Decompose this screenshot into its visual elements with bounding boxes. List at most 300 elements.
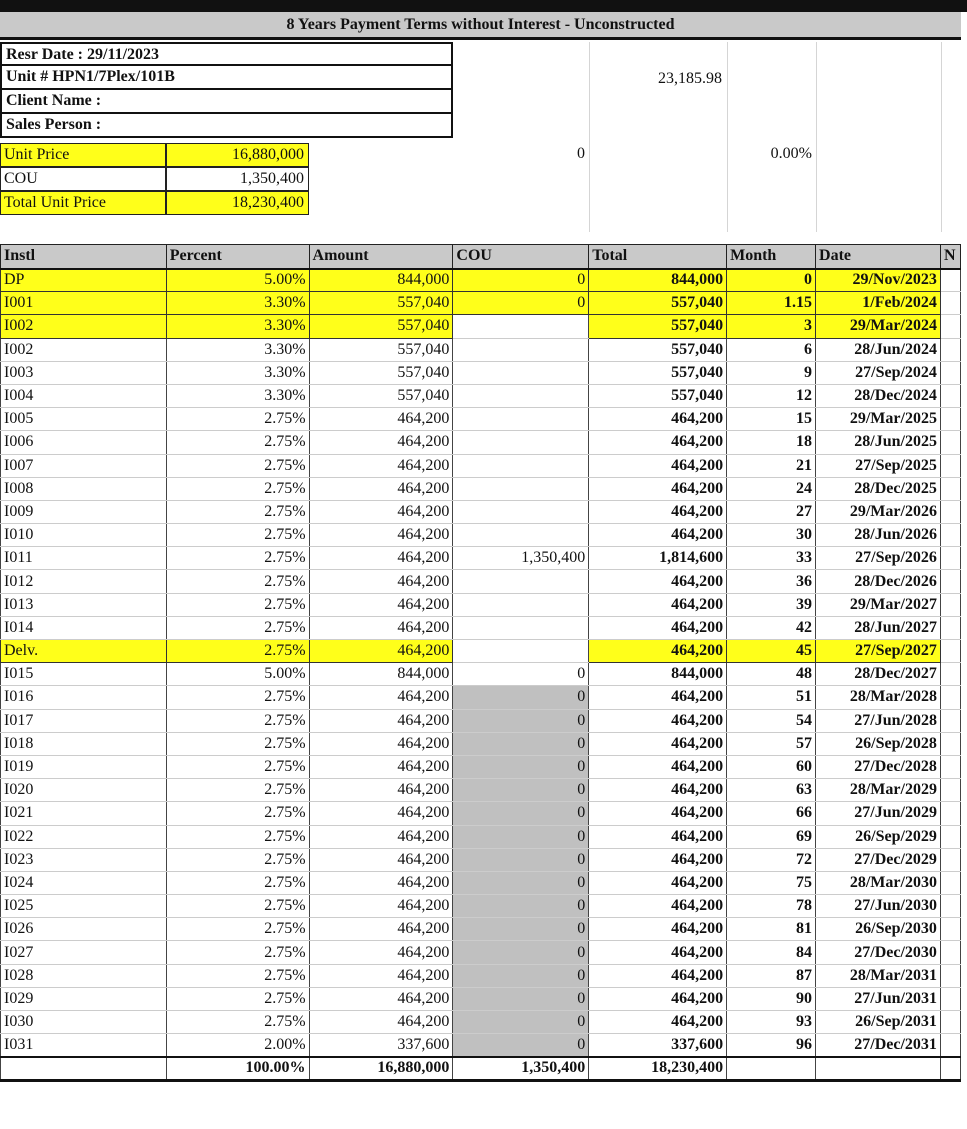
table-row (1, 848, 961, 871)
table-row (1, 384, 961, 407)
date-cell: 29/Mar/2026 (816, 500, 941, 523)
instl-cell: DP (1, 269, 167, 292)
n-cell (940, 779, 960, 802)
n-cell (940, 871, 960, 894)
instl-cell: I003 (1, 361, 167, 384)
cou-label: COU (0, 167, 166, 191)
date-cell: 27/Dec/2028 (816, 755, 941, 778)
cou-cell (453, 570, 589, 593)
date-cell: 27/Sep/2025 (816, 454, 941, 477)
total-cell: 464,200 (589, 477, 727, 500)
date-cell: 27/Jun/2028 (816, 709, 941, 732)
month-cell: 15 (727, 408, 816, 431)
cou-cell: 0 (453, 825, 589, 848)
month-cell: 18 (727, 431, 816, 454)
table-row (1, 918, 961, 941)
month-cell: 90 (727, 987, 816, 1010)
table-row (1, 802, 961, 825)
table-row (1, 755, 961, 778)
percent-cell: 2.75% (166, 987, 309, 1010)
percent-cell: 2.75% (166, 871, 309, 894)
table-row (1, 1011, 961, 1034)
n-cell (940, 755, 960, 778)
table-row (1, 524, 961, 547)
percent-cell: 2.75% (166, 895, 309, 918)
total-cell: 844,000 (589, 269, 727, 292)
table-row (1, 779, 961, 802)
cou-cell: 0 (453, 292, 589, 315)
n-cell (940, 987, 960, 1010)
amount-cell: 464,200 (309, 616, 453, 639)
n-cell (940, 361, 960, 384)
total-cell: 464,200 (589, 941, 727, 964)
n-cell (940, 477, 960, 500)
month-cell: 57 (727, 732, 816, 755)
n-cell (940, 547, 960, 570)
percent-cell: 5.00% (166, 663, 309, 686)
date-cell: 28/Dec/2024 (816, 384, 941, 407)
unit-number: Unit # HPN1/7Plex/101B (0, 66, 453, 90)
n-cell (940, 941, 960, 964)
table-row (1, 709, 961, 732)
cou-cell: 0 (453, 1011, 589, 1034)
table-row (1, 431, 961, 454)
unit-price-label: Unit Price (0, 143, 166, 167)
total-cell: 464,200 (589, 454, 727, 477)
n-cell (940, 570, 960, 593)
instl-cell: I016 (1, 686, 167, 709)
cou-cell: 0 (453, 709, 589, 732)
percent-cell: 5.00% (166, 269, 309, 292)
date-cell: 27/Dec/2031 (816, 1034, 941, 1057)
percent-cell: 2.75% (166, 779, 309, 802)
cou-cell (453, 408, 589, 431)
cou-cell: 0 (453, 686, 589, 709)
date-cell: 29/Nov/2023 (816, 269, 941, 292)
amount-cell: 464,200 (309, 1011, 453, 1034)
amount-cell: 464,200 (309, 941, 453, 964)
month-cell: 75 (727, 871, 816, 894)
date-cell: 27/Sep/2026 (816, 547, 941, 570)
cou-cell (453, 524, 589, 547)
amount-cell: 464,200 (309, 500, 453, 523)
cou-cell (453, 593, 589, 616)
n-cell (940, 292, 960, 315)
percent-cell: 2.75% (166, 848, 309, 871)
n-cell (940, 732, 960, 755)
total-total: 18,230,400 (589, 1057, 727, 1080)
amount-cell: 464,200 (309, 732, 453, 755)
date-cell: 28/Jun/2024 (816, 338, 941, 361)
amount-cell: 464,200 (309, 802, 453, 825)
table-row (1, 964, 961, 987)
n-cell (940, 454, 960, 477)
header-month: Month (727, 245, 816, 269)
date-cell: 26/Sep/2028 (816, 732, 941, 755)
n-cell (940, 709, 960, 732)
total-cell: 557,040 (589, 292, 727, 315)
percent-cell: 2.75% (166, 524, 309, 547)
total-cell: 464,200 (589, 408, 727, 431)
date-cell: 28/Dec/2025 (816, 477, 941, 500)
table-row (1, 663, 961, 686)
instl-cell: I028 (1, 964, 167, 987)
instl-cell: I007 (1, 454, 167, 477)
table-header-row (1, 245, 961, 269)
table-row (1, 732, 961, 755)
totals-row (1, 1057, 961, 1080)
percent-cell: 2.75% (166, 709, 309, 732)
month-cell: 30 (727, 524, 816, 547)
instl-cell: I009 (1, 500, 167, 523)
table-row (1, 315, 961, 338)
cou-cell: 0 (453, 269, 589, 292)
instl-cell: I005 (1, 408, 167, 431)
cou-cell (453, 338, 589, 361)
cou-cell (453, 315, 589, 338)
month-cell: 78 (727, 895, 816, 918)
instl-cell: I017 (1, 709, 167, 732)
cou-cell: 0 (453, 779, 589, 802)
percent-cell: 2.75% (166, 918, 309, 941)
amount-cell: 464,200 (309, 895, 453, 918)
instl-cell: I010 (1, 524, 167, 547)
amount-cell: 464,200 (309, 524, 453, 547)
date-cell: 27/Jun/2030 (816, 895, 941, 918)
n-cell (940, 338, 960, 361)
table-row (1, 477, 961, 500)
total-amount: 16,880,000 (309, 1057, 453, 1080)
month-cell: 87 (727, 964, 816, 987)
date-cell: 28/Mar/2031 (816, 964, 941, 987)
month-cell: 24 (727, 477, 816, 500)
payment-schedule-table (0, 244, 961, 1082)
percent-cell: 2.00% (166, 1034, 309, 1057)
instl-cell: I002 (1, 338, 167, 361)
percent-cell: 2.75% (166, 755, 309, 778)
percent-cell: 2.75% (166, 616, 309, 639)
date-cell: 27/Jun/2029 (816, 802, 941, 825)
percent-cell: 2.75% (166, 732, 309, 755)
cou-cell: 0 (453, 987, 589, 1010)
total-cell: 464,200 (589, 431, 727, 454)
instl-cell: Delv. (1, 640, 167, 663)
table-row (1, 408, 961, 431)
date-cell: 28/Dec/2027 (816, 663, 941, 686)
total-percent: 100.00% (166, 1057, 309, 1080)
total-cell: 844,000 (589, 663, 727, 686)
percent-cell: 2.75% (166, 825, 309, 848)
instl-cell: I004 (1, 384, 167, 407)
cou-cell: 1,350,400 (453, 547, 589, 570)
date-cell: 28/Dec/2026 (816, 570, 941, 593)
header-n: N (940, 245, 960, 269)
n-cell (940, 431, 960, 454)
date-cell: 28/Mar/2029 (816, 779, 941, 802)
header-percent: Percent (166, 245, 309, 269)
grid-line (941, 42, 942, 232)
month-cell: 36 (727, 570, 816, 593)
amount-cell: 464,200 (309, 408, 453, 431)
amount-cell: 557,040 (309, 338, 453, 361)
month-cell: 63 (727, 779, 816, 802)
n-cell (940, 408, 960, 431)
n-cell (940, 686, 960, 709)
cou-cell: 0 (453, 732, 589, 755)
percent-cell: 2.75% (166, 941, 309, 964)
instl-cell: I012 (1, 570, 167, 593)
instl-cell: I020 (1, 779, 167, 802)
total-cell: 464,200 (589, 848, 727, 871)
top-border (0, 0, 967, 12)
percent-cell: 2.75% (166, 964, 309, 987)
percent-cell: 2.75% (166, 802, 309, 825)
total-cell: 464,200 (589, 500, 727, 523)
percent-cell: 2.75% (166, 1011, 309, 1034)
amount-cell: 464,200 (309, 709, 453, 732)
cou-value: 1,350,400 (166, 167, 309, 191)
amount-cell: 464,200 (309, 431, 453, 454)
total-cell: 464,200 (589, 871, 727, 894)
table-row (1, 871, 961, 894)
amount-cell: 464,200 (309, 848, 453, 871)
table-row (1, 570, 961, 593)
amount-cell: 464,200 (309, 477, 453, 500)
date-cell: 26/Sep/2029 (816, 825, 941, 848)
total-cell: 464,200 (589, 593, 727, 616)
amount-cell: 557,040 (309, 315, 453, 338)
n-cell (940, 593, 960, 616)
date-cell: 28/Mar/2030 (816, 871, 941, 894)
table-row (1, 686, 961, 709)
table-row (1, 1034, 961, 1057)
total-cell: 464,200 (589, 616, 727, 639)
month-cell: 3 (727, 315, 816, 338)
sales-person: Sales Person : (0, 114, 453, 138)
n-cell (940, 269, 960, 292)
date-cell: 29/Mar/2027 (816, 593, 941, 616)
month-cell: 96 (727, 1034, 816, 1057)
total-cell: 464,200 (589, 825, 727, 848)
instl-cell: I014 (1, 616, 167, 639)
month-cell: 84 (727, 941, 816, 964)
table-row (1, 361, 961, 384)
amount-cell: 557,040 (309, 361, 453, 384)
total-unit-price-label: Total Unit Price (0, 191, 166, 215)
amount-cell: 464,200 (309, 825, 453, 848)
amount-cell: 464,200 (309, 570, 453, 593)
n-cell (940, 663, 960, 686)
sheet-title: 8 Years Payment Terms without Interest - Unconstructed (286, 16, 675, 33)
instl-cell: I021 (1, 802, 167, 825)
table-row (1, 825, 961, 848)
total-cell: 464,200 (589, 987, 727, 1010)
amount-cell: 557,040 (309, 292, 453, 315)
amount-cell: 464,200 (309, 454, 453, 477)
instl-cell: I025 (1, 895, 167, 918)
n-cell (940, 918, 960, 941)
total-cell: 464,200 (589, 732, 727, 755)
percent-cell: 2.75% (166, 593, 309, 616)
cou-cell: 0 (453, 663, 589, 686)
instl-cell: I026 (1, 918, 167, 941)
amount-cell: 557,040 (309, 384, 453, 407)
month-cell: 33 (727, 547, 816, 570)
percent-cell: 2.75% (166, 408, 309, 431)
cou-cell: 0 (453, 871, 589, 894)
total-cell: 464,200 (589, 686, 727, 709)
n-cell (940, 1034, 960, 1057)
percent-cell: 2.75% (166, 454, 309, 477)
total-cell: 464,200 (589, 895, 727, 918)
total-cell: 464,200 (589, 570, 727, 593)
instl-cell: I022 (1, 825, 167, 848)
n-cell (940, 500, 960, 523)
total-cell: 464,200 (589, 779, 727, 802)
cou-cell: 0 (453, 964, 589, 987)
month-cell: 42 (727, 616, 816, 639)
reservation-date: Resr Date : 29/11/2023 (0, 42, 453, 66)
instl-cell: I027 (1, 941, 167, 964)
month-cell: 54 (727, 709, 816, 732)
table-row (1, 616, 961, 639)
total-cell: 464,200 (589, 640, 727, 663)
total-cell: 557,040 (589, 338, 727, 361)
n-cell (940, 524, 960, 547)
amount-cell: 464,200 (309, 964, 453, 987)
instl-cell: I001 (1, 292, 167, 315)
total-cell: 464,200 (589, 709, 727, 732)
month-cell: 27 (727, 500, 816, 523)
amount-cell: 464,200 (309, 640, 453, 663)
amount-cell: 464,200 (309, 686, 453, 709)
month-cell: 69 (727, 825, 816, 848)
amount-cell: 464,200 (309, 755, 453, 778)
month-cell: 66 (727, 802, 816, 825)
total-cou: 1,350,400 (453, 1057, 589, 1080)
n-cell (940, 1011, 960, 1034)
cou-cell (453, 616, 589, 639)
total-cell: 464,200 (589, 918, 727, 941)
total-cell: 464,200 (589, 1011, 727, 1034)
percent-cell: 2.75% (166, 640, 309, 663)
date-cell: 28/Mar/2028 (816, 686, 941, 709)
date-cell: 26/Sep/2030 (816, 918, 941, 941)
n-cell (940, 895, 960, 918)
n-cell (940, 640, 960, 663)
percent-cell: 3.30% (166, 292, 309, 315)
cou-cell: 0 (453, 1034, 589, 1057)
date-cell: 29/Mar/2024 (816, 315, 941, 338)
instl-cell: I029 (1, 987, 167, 1010)
percent-cell: 3.30% (166, 361, 309, 384)
date-cell: 27/Jun/2031 (816, 987, 941, 1010)
month-cell: 45 (727, 640, 816, 663)
month-cell: 81 (727, 918, 816, 941)
date-cell: 28/Jun/2026 (816, 524, 941, 547)
instl-cell: I018 (1, 732, 167, 755)
month-cell: 48 (727, 663, 816, 686)
total-unit-price-value: 18,230,400 (166, 191, 309, 215)
total-cell: 464,200 (589, 802, 727, 825)
amount-cell: 464,200 (309, 871, 453, 894)
month-cell: 60 (727, 755, 816, 778)
grid-line (816, 42, 817, 232)
amount-cell: 844,000 (309, 663, 453, 686)
n-cell (940, 964, 960, 987)
cou-cell: 0 (453, 941, 589, 964)
n-cell (940, 825, 960, 848)
n-cell (940, 802, 960, 825)
table-row (1, 338, 961, 361)
cou-cell: 0 (453, 848, 589, 871)
percent-cell: 2.75% (166, 686, 309, 709)
table-row (1, 269, 961, 292)
n-cell (940, 616, 960, 639)
amount-cell: 464,200 (309, 779, 453, 802)
instl-cell: I015 (1, 663, 167, 686)
unit-price-value: 16,880,000 (166, 143, 309, 167)
instl-cell: I002 (1, 315, 167, 338)
percent-value: 0.00% (770, 145, 812, 162)
cou-cell (453, 384, 589, 407)
month-cell: 6 (727, 338, 816, 361)
header-total: Total (589, 245, 727, 269)
table-row (1, 987, 961, 1010)
total-cell: 464,200 (589, 755, 727, 778)
month-cell: 21 (727, 454, 816, 477)
cou-cell (453, 640, 589, 663)
percent-cell: 2.75% (166, 477, 309, 500)
total-cell: 1,814,600 (589, 547, 727, 570)
table-row (1, 593, 961, 616)
cou-cell (453, 431, 589, 454)
cou-cell: 0 (453, 802, 589, 825)
cou-cell (453, 500, 589, 523)
total-cell: 557,040 (589, 384, 727, 407)
instl-cell: I030 (1, 1011, 167, 1034)
date-cell: 27/Dec/2030 (816, 941, 941, 964)
header-instl: Instl (1, 245, 167, 269)
header-amount: Amount (309, 245, 453, 269)
n-cell (940, 315, 960, 338)
cou-cell (453, 477, 589, 500)
table-row (1, 292, 961, 315)
total-cell: 464,200 (589, 964, 727, 987)
table-row (1, 895, 961, 918)
date-cell: 29/Mar/2025 (816, 408, 941, 431)
percent-cell: 2.75% (166, 431, 309, 454)
grid-line (727, 42, 728, 232)
amount-cell: 464,200 (309, 593, 453, 616)
amount-cell: 464,200 (309, 918, 453, 941)
instl-cell: I011 (1, 547, 167, 570)
instl-cell: I031 (1, 1034, 167, 1057)
percent-cell: 3.30% (166, 315, 309, 338)
amount-cell: 844,000 (309, 269, 453, 292)
instl-cell: I024 (1, 871, 167, 894)
percent-cell: 2.75% (166, 547, 309, 570)
month-cell: 39 (727, 593, 816, 616)
month-cell: 1.15 (727, 292, 816, 315)
cou-cell: 0 (453, 755, 589, 778)
cou-cell: 0 (453, 918, 589, 941)
client-name: Client Name : (0, 90, 453, 114)
table-row (1, 454, 961, 477)
month-cell: 93 (727, 1011, 816, 1034)
total-cell: 557,040 (589, 315, 727, 338)
sheet-title-bar (0, 12, 961, 40)
